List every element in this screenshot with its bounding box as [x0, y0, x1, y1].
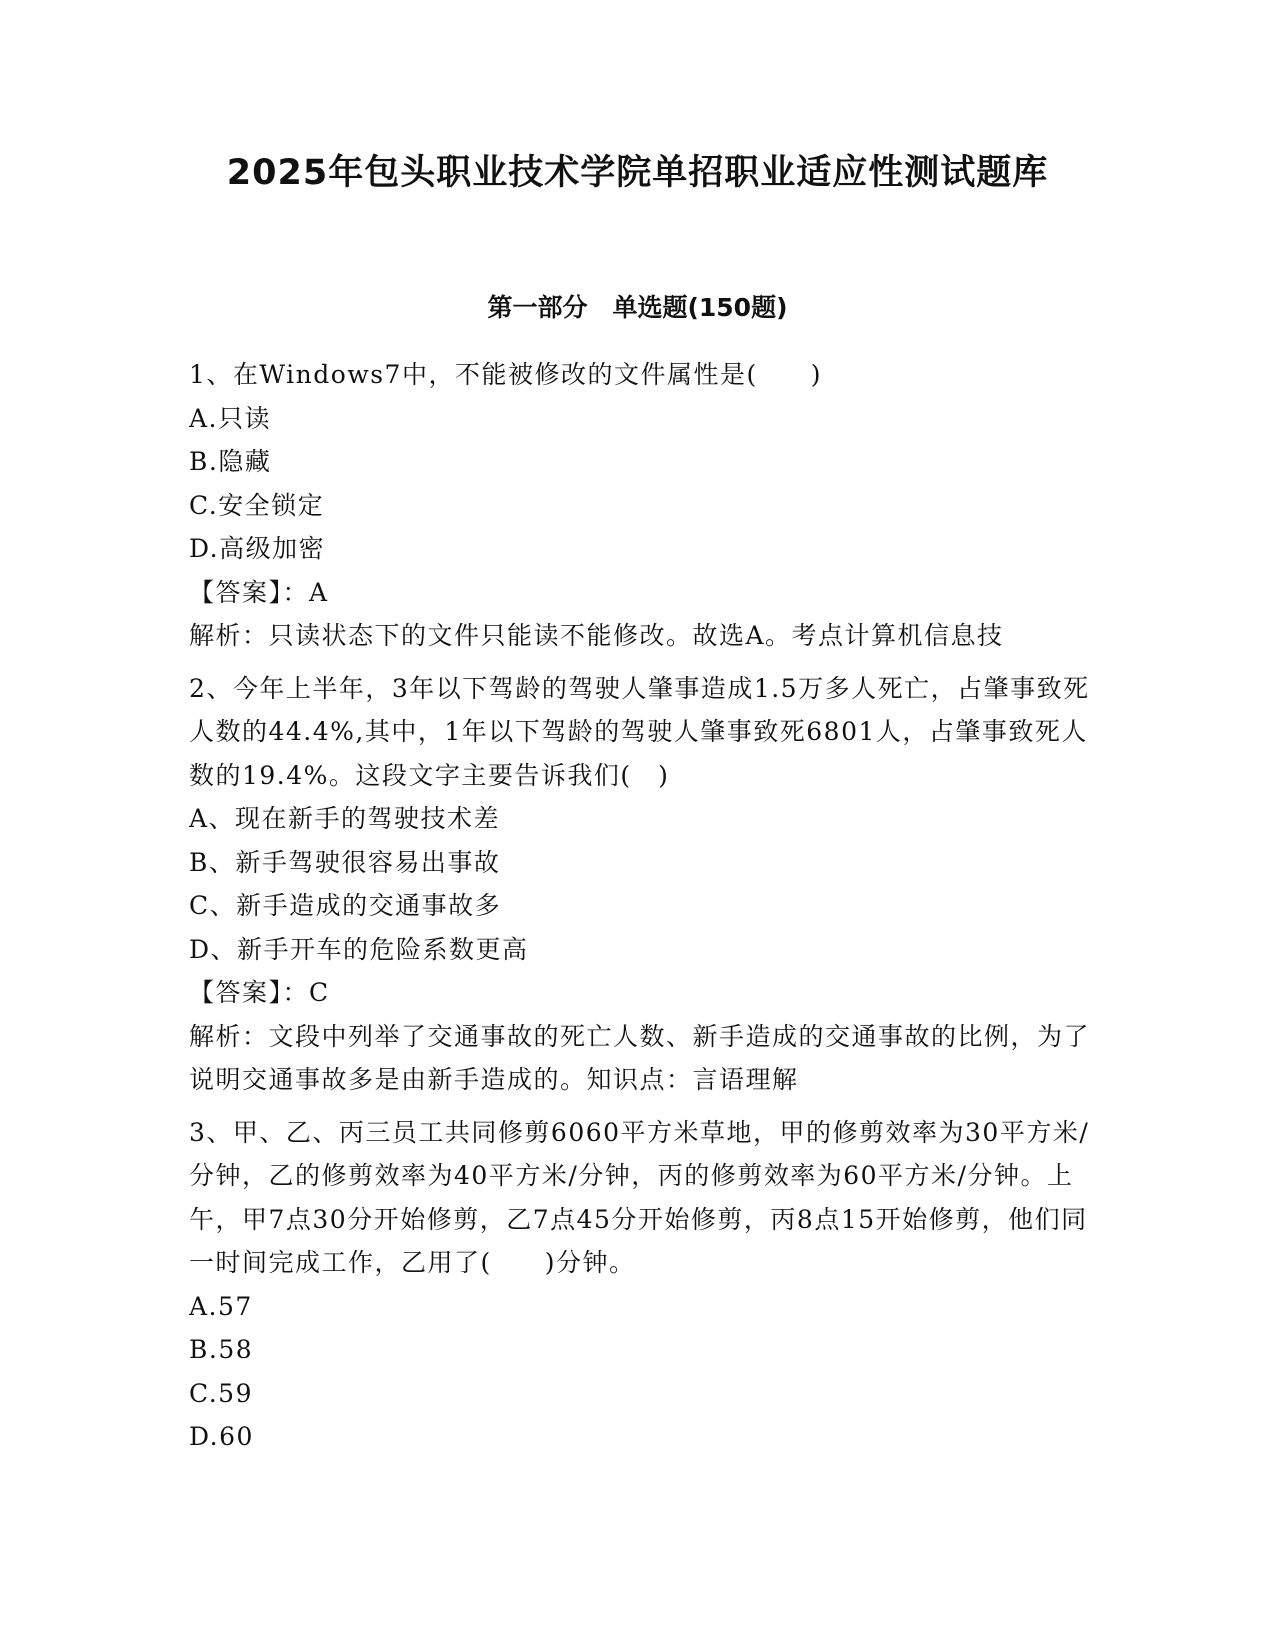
option-c: C.59	[189, 1378, 253, 1408]
option-b: B.隐藏	[189, 447, 272, 476]
option-d: D、新手开车的危险系数更高	[189, 934, 529, 964]
question-list	[189, 353, 1094, 1468]
option-b: B、新手驾驶很容易出事故	[189, 847, 501, 877]
option-d: D.高级加密	[189, 534, 326, 563]
question-stem: 2、今年上半年，3年以下驾龄的驾驶人肇事造成1.5万多人死亡，占肇事致死人数的44.4%,其中，1年以下驾龄的驾驶人肇事致死6801人，占肇事致死人数的19.4%。这段文字主要告诉我们( )	[189, 673, 1090, 790]
option-b: B.58	[189, 1335, 254, 1364]
question-stem: 1、在Windows7中，不能被修改的文件属性是( )	[189, 360, 822, 389]
question-stem: 3、甲、乙、丙三员工共同修剪6060平方米草地，甲的修剪效率为30平方米/分钟，乙的修剪效率为40平方米/分钟，丙的修剪效率为60平方米/分钟。上午，甲7点30分开始修剪，乙7点45分开始修剪，丙8点15开始修剪，他们同一时间完成工作，乙用了( )分钟。	[189, 1117, 1090, 1277]
analysis-text: 解析：只读状态下的文件只能读不能修改。故选A。考点计算机信息技	[189, 621, 1004, 650]
answer-line: 【答案】：A	[189, 577, 329, 607]
question-1	[189, 353, 1094, 658]
option-c: C、新手造成的交通事故多	[189, 891, 502, 920]
option-a: A.57	[189, 1291, 253, 1321]
question-3	[189, 1111, 1094, 1459]
analysis-text: 解析：文段中列举了交通事故的死亡人数、新手造成的交通事故的比例，为了说明交通事故多是由新手造成的。知识点：言语理解	[189, 1021, 1091, 1094]
option-d: D.60	[189, 1422, 254, 1451]
question-2	[189, 667, 1094, 1102]
answer-line: 【答案】：C	[189, 978, 330, 1007]
section-title: 第一部分 单选题(150题)	[487, 293, 788, 322]
option-c: C.安全锁定	[189, 490, 325, 520]
option-a: A.只读	[189, 403, 272, 433]
option-a: A、现在新手的驾驶技术差	[189, 804, 501, 833]
document-title: 2025年包头职业技术学院单招职业适应性测试题库	[226, 153, 1049, 193]
